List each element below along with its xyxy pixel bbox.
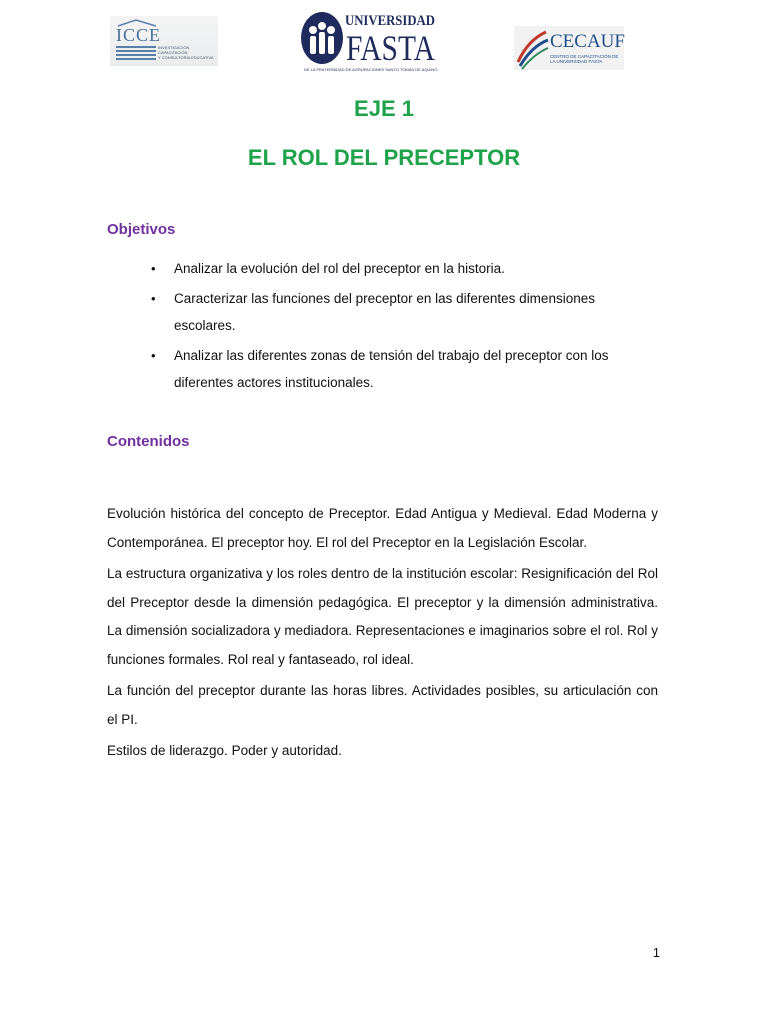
cecauf-logo	[514, 26, 624, 70]
logo-header	[0, 0, 768, 80]
icce-logo	[110, 16, 218, 66]
bullet-icon: •	[151, 291, 156, 306]
objetivo-text: Analizar la evolución del rol del preceptor en la historia.	[174, 261, 505, 276]
icce-line-2: CAPACITACIÓN	[158, 50, 188, 55]
list-item	[107, 255, 658, 282]
page-number: 1	[652, 945, 660, 960]
objetivos-heading: Objetivos	[107, 221, 176, 238]
list-item	[107, 342, 658, 396]
objetivos-list	[107, 255, 658, 399]
fasta-logo	[300, 10, 438, 76]
fasta-main: FASTA	[346, 28, 435, 68]
content-paragraph: Estilos de liderazgo. Poder y autoridad.	[107, 743, 342, 758]
fasta-shield-icon	[300, 10, 344, 66]
icce-line-3: Y CONSULTORÍA EDUCATIVA	[158, 55, 214, 60]
content-paragraph: La función del preceptor durante las horas libres. Actividades posibles, su articulación con el PI.	[107, 683, 658, 727]
fasta-top: UNIVERSIDAD	[345, 13, 435, 29]
cecauf-swoosh-icon	[514, 26, 550, 70]
icce-name: ICCE	[116, 25, 162, 45]
contenidos-body	[107, 500, 658, 769]
objetivo-text: Caracterizar las funciones del preceptor en las diferentes dimensiones escolares.	[174, 291, 595, 333]
content-paragraph: Evolución histórica del concepto de Preceptor. Edad Antigua y Medieval. Edad Moderna y Contemporánea. El preceptor hoy. El rol del Preceptor en la Legislación Escolar.	[107, 506, 658, 550]
content-paragraph: La estructura organizativa y los roles dentro de la institución escolar: Resignificación del Rol del Preceptor desde la dimensión pedagógica. El preceptor y la dimensión administrativa. La dimensión socializadora y mediadora. Representaciones e imaginarios sobre el rol. Rol y funciones formales. Rol real y fantaseado, rol ideal.	[107, 566, 658, 667]
contenidos-heading: Contenidos	[107, 433, 190, 450]
bullet-icon: •	[151, 348, 156, 363]
cecauf-subtitle: CENTRO DE CAPACITACIÓN DE LA UNIVERSIDAD FASTA	[550, 54, 619, 65]
cecauf-name: CECAUF	[550, 31, 625, 52]
objetivo-text: Analizar las diferentes zonas de tensión del trabajo del preceptor con los diferentes actores institucionales.	[174, 348, 609, 390]
list-item	[107, 285, 658, 339]
bullet-icon: •	[151, 261, 156, 276]
icce-line-1: INVESTIGACIÓN	[158, 45, 190, 50]
eje-title: EJE 1	[354, 96, 414, 121]
fasta-tagline: DE LA FRATERNIDAD DE AGRUPACIONES SANTO TOMÁS DE AQUINO	[304, 67, 438, 72]
page-title: EL ROL DEL PRECEPTOR	[247, 145, 521, 170]
